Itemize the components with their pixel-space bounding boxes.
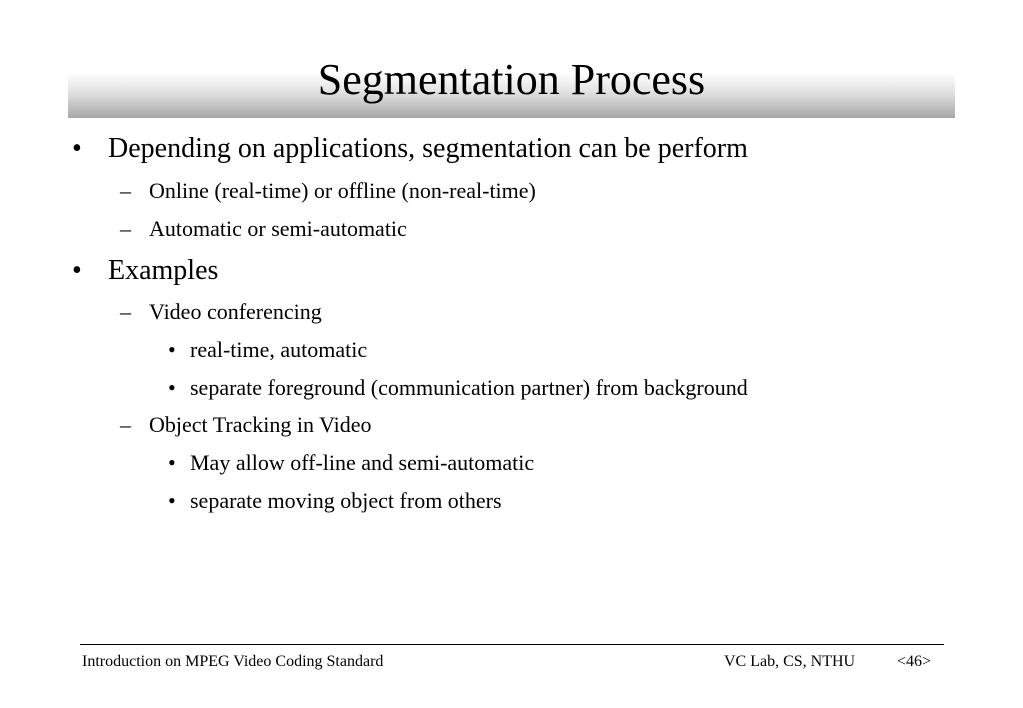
sub-sub-bullet-marker: • bbox=[168, 337, 176, 362]
sub-sub-bullet-item: separate foreground (communication partner) from background bbox=[190, 375, 748, 400]
footer-divider bbox=[80, 644, 944, 645]
bullet-marker: • bbox=[72, 133, 82, 164]
sub-sub-bullet-item: separate moving object from others bbox=[190, 488, 502, 513]
sub-sub-bullet-marker: • bbox=[168, 488, 176, 513]
sub-bullet-item: Object Tracking in Video bbox=[149, 412, 372, 437]
sub-sub-bullet-marker: • bbox=[168, 375, 176, 400]
bullet-item: Depending on applications, segmentation can be perform bbox=[108, 133, 748, 164]
sub-bullet-item: Video conferencing bbox=[149, 299, 322, 324]
sub-bullet-marker: – bbox=[120, 178, 131, 203]
sub-sub-bullet-marker: • bbox=[168, 450, 176, 475]
slide-title: Segmentation Process bbox=[317, 55, 706, 104]
bullet-item: Examples bbox=[108, 255, 219, 286]
bullet-marker: • bbox=[72, 255, 82, 286]
sub-bullet-item: Online (real-time) or offline (non-real-time) bbox=[149, 178, 536, 203]
footer-organization: VC Lab, CS, NTHU bbox=[724, 653, 856, 670]
sub-bullet-marker: – bbox=[120, 216, 131, 241]
sub-bullet-marker: – bbox=[120, 412, 131, 437]
sub-sub-bullet-item: May allow off-line and semi-automatic bbox=[190, 450, 535, 475]
footer-course-title: Introduction on MPEG Video Coding Standard bbox=[82, 653, 384, 670]
footer-page-number: <46> bbox=[897, 653, 932, 670]
sub-sub-bullet-item: real-time, automatic bbox=[190, 337, 368, 362]
sub-bullet-marker: – bbox=[120, 299, 131, 324]
sub-bullet-item: Automatic or semi-automatic bbox=[149, 216, 407, 241]
